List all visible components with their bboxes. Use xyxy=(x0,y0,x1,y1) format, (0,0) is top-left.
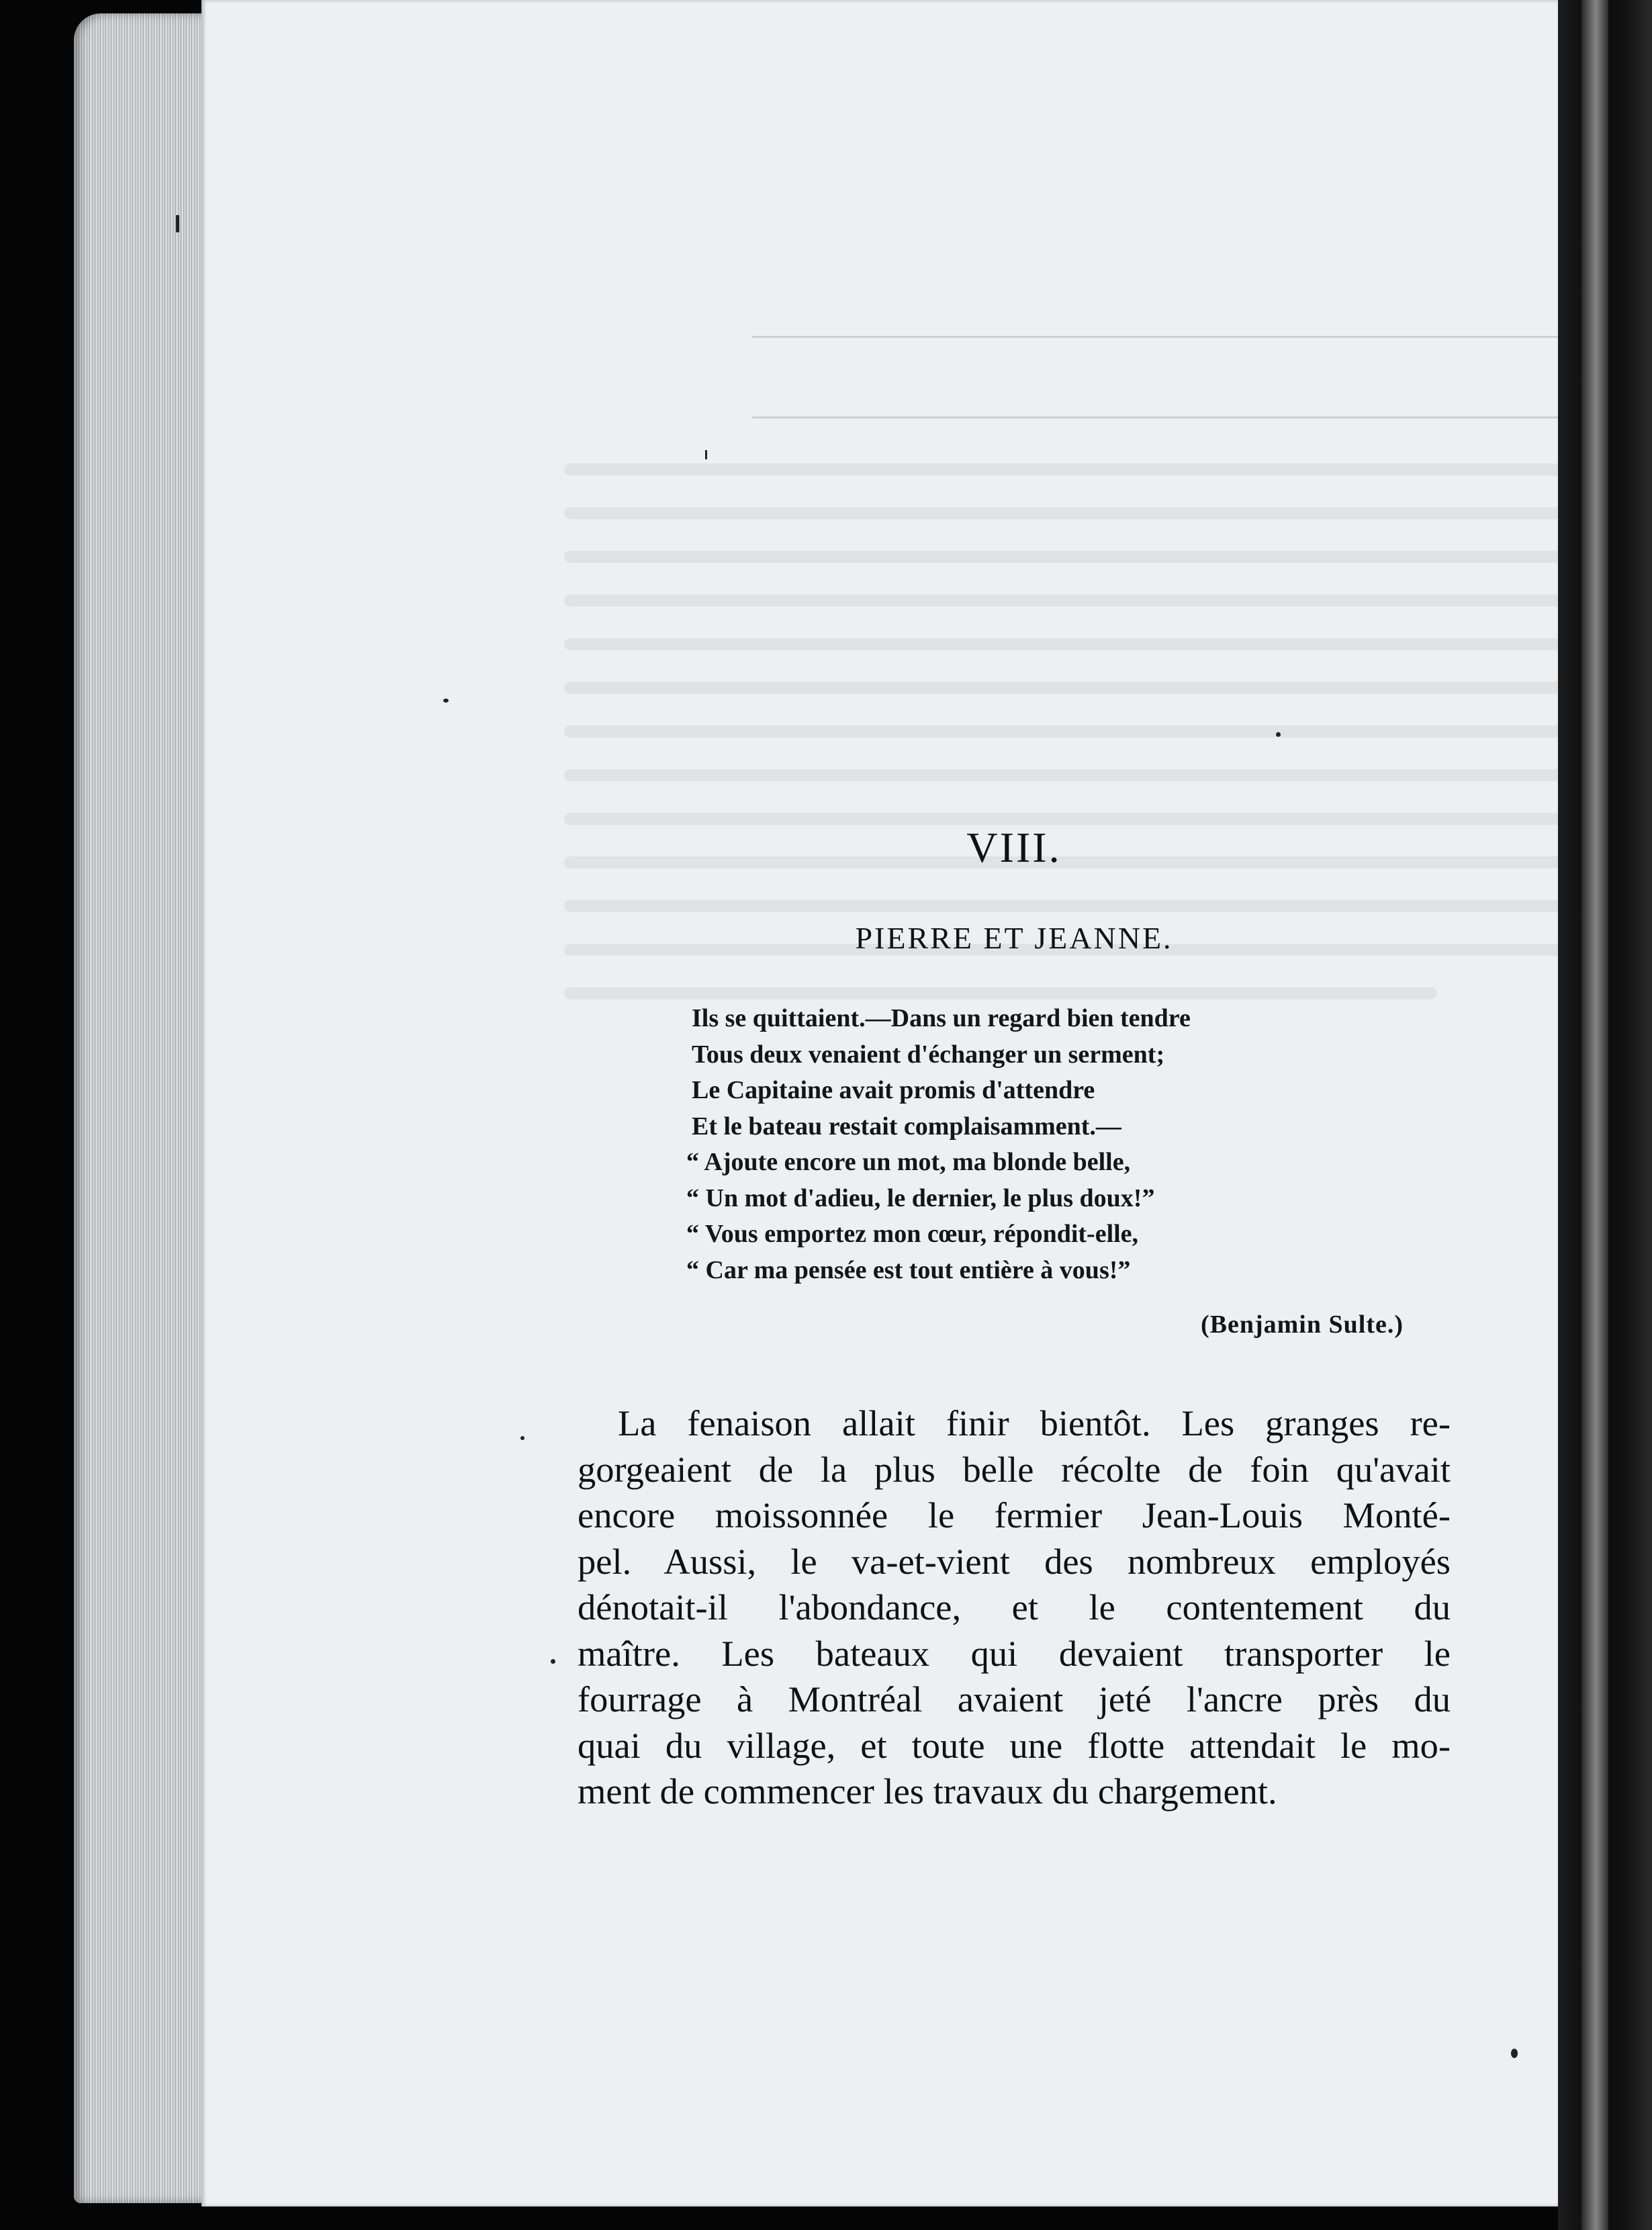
ghost-line xyxy=(564,551,1639,563)
ghost-line xyxy=(564,769,1612,781)
dust-speck xyxy=(551,1659,555,1664)
ghost-line xyxy=(564,682,1639,694)
dust-speck xyxy=(520,1436,524,1440)
ghost-rule-top xyxy=(752,336,1652,338)
epigraph-line: Ils se quittaient.—Dans un regard bien tendre xyxy=(692,1004,1191,1032)
ghost-line xyxy=(564,987,1437,999)
epigraph-line: “ Car ma pensée est tout entière à vous!” xyxy=(686,1255,1131,1284)
epigraph-line: Et le bateau restait complaisamment.— xyxy=(692,1112,1121,1141)
page-edges xyxy=(74,13,208,2203)
ghost-line xyxy=(564,725,1625,738)
body-line: encore moissonnée le fermier Jean-Louis Monté- xyxy=(578,1495,1451,1535)
body-line: pel. Aussi, le va-et-vient des nombreux employés xyxy=(578,1540,1451,1582)
epigraph-line: “ Ajoute encore un mot, ma blonde belle, xyxy=(686,1148,1131,1176)
ghost-line xyxy=(564,900,1652,912)
body-paragraph xyxy=(578,1400,1451,1815)
dust-speck xyxy=(176,215,179,232)
ghost-line xyxy=(564,463,1652,476)
body-line: quai du village, et toute une flotte attendait le mo- xyxy=(578,1724,1451,1766)
dust-speck xyxy=(443,699,449,703)
ghost-line xyxy=(564,507,1652,519)
dust-speck xyxy=(705,450,707,459)
body-line: fourrage à Montréal avaient jeté l'ancre près du xyxy=(578,1679,1451,1720)
chapter-number: VIII. xyxy=(966,823,1062,871)
spine-highlight xyxy=(1581,0,1608,2230)
epigraph-attribution: (Benjamin Sulte.) xyxy=(1201,1310,1404,1339)
epigraph-line: Le Capitaine avait promis d'attendre xyxy=(692,1076,1095,1104)
ghost-line xyxy=(564,638,1652,650)
ghost-rule-header xyxy=(752,416,1652,418)
dust-speck xyxy=(1276,732,1281,737)
body-line: dénotait-il l'abondance, et le contentement du xyxy=(578,1587,1451,1627)
body-line: La fenaison allait finir bientôt. Les granges re- xyxy=(618,1402,1451,1443)
body-line: ment de commencer les travaux du chargement. xyxy=(578,1771,1277,1812)
epigraph-poem xyxy=(686,1001,1444,1288)
body-line: maître. Les bateaux qui devaient transporter le xyxy=(578,1632,1451,1674)
ghost-line xyxy=(564,594,1639,607)
chapter-title: PIERRE ET JEANNE. xyxy=(855,921,1173,955)
epigraph-line: Tous deux venaient d'échanger un serment; xyxy=(692,1040,1165,1069)
epigraph-line: “ Vous emportez mon cœur, répondit-elle, xyxy=(686,1220,1139,1248)
epigraph-line: “ Un mot d'adieu, le dernier, le plus doux!” xyxy=(686,1184,1155,1212)
body-line: gorgeaient de la plus belle récolte de foin qu'avait xyxy=(578,1448,1451,1490)
dust-speck xyxy=(1511,2049,1518,2058)
